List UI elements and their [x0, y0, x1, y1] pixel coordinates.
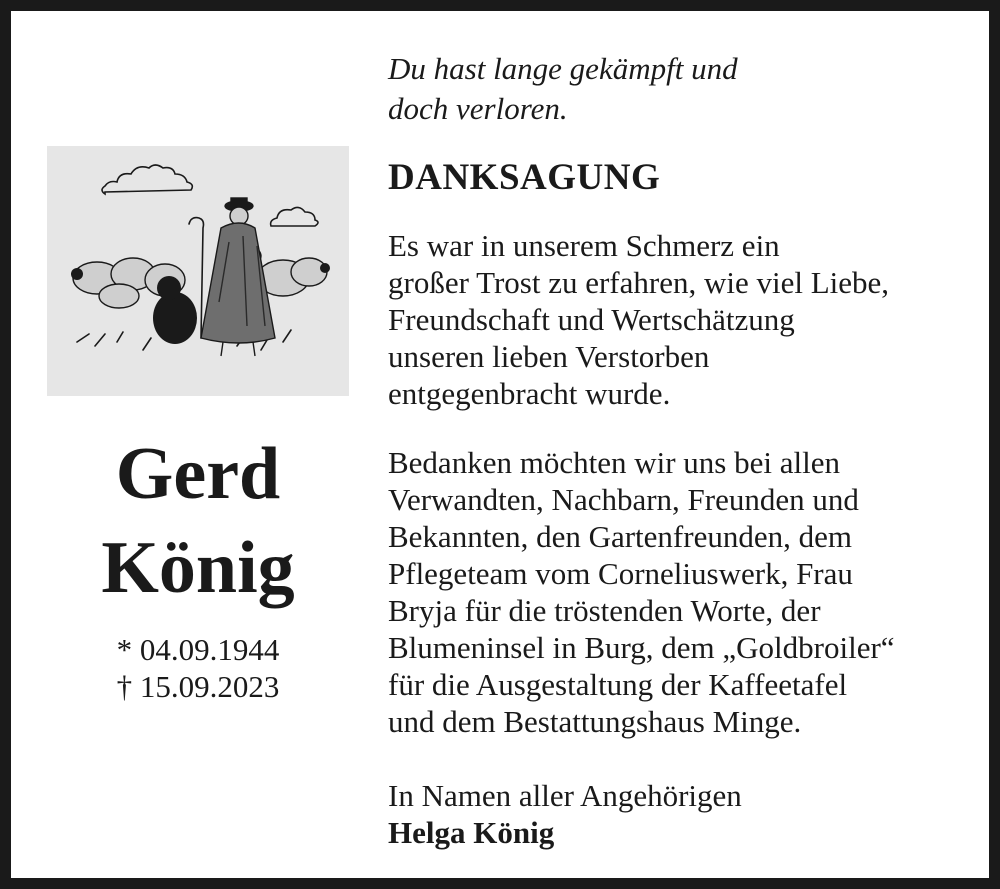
paragraph-line: Bekannten, den Gartenfreunden, dem [388, 519, 852, 554]
paragraph-line: für die Ausgestaltung der Kaffeetafel [388, 667, 848, 702]
first-name: Gerd [115, 433, 281, 515]
birth-date: * 04.09.1944 [116, 632, 280, 667]
motto-line: doch verloren. [388, 91, 568, 126]
motto-line: Du hast lange gekämpft und [388, 51, 738, 86]
closing-signature [388, 777, 978, 851]
paragraph-line: unseren lieben Verstorben [388, 339, 710, 374]
heading-danksagung: DANKSAGUNG [388, 157, 661, 198]
paragraph-line: großer Trost zu erfahren, wie viel Liebe, [388, 265, 890, 300]
deceased-name [47, 427, 349, 615]
motto [388, 49, 948, 129]
paragraph-line: Blumeninsel in Burg, dem „Goldbroiler“ [388, 630, 895, 665]
life-dates [47, 631, 349, 705]
paragraph-line: entgegenbracht wurde. [388, 376, 671, 411]
paragraph-line: und dem Bestattungshaus Minge. [388, 704, 802, 739]
thanks-paragraph-1 [388, 227, 978, 412]
paragraph-line: Bryja für die tröstenden Worte, der [388, 593, 821, 628]
paragraph-line: Es war in unserem Schmerz ein [388, 228, 780, 263]
paragraph-line: Pflegeteam vom Corneliuswerk, Frau [388, 556, 853, 591]
signer-name: Helga König [388, 815, 555, 850]
shepherd-with-sheep-illustration [47, 146, 349, 396]
last-name: König [101, 527, 295, 609]
shepherd-illustration-drawing [47, 146, 349, 396]
paragraph-line: Verwandten, Nachbarn, Freunden und [388, 482, 859, 517]
death-date: † 15.09.2023 [116, 669, 280, 704]
thanks-paragraph-2 [388, 444, 978, 740]
paragraph-line: Freundschaft und Wertschätzung [388, 302, 795, 337]
paragraph-line: Bedanken möchten wir uns bei allen [388, 445, 840, 480]
closing-line: In Namen aller Angehörigen [388, 778, 742, 813]
